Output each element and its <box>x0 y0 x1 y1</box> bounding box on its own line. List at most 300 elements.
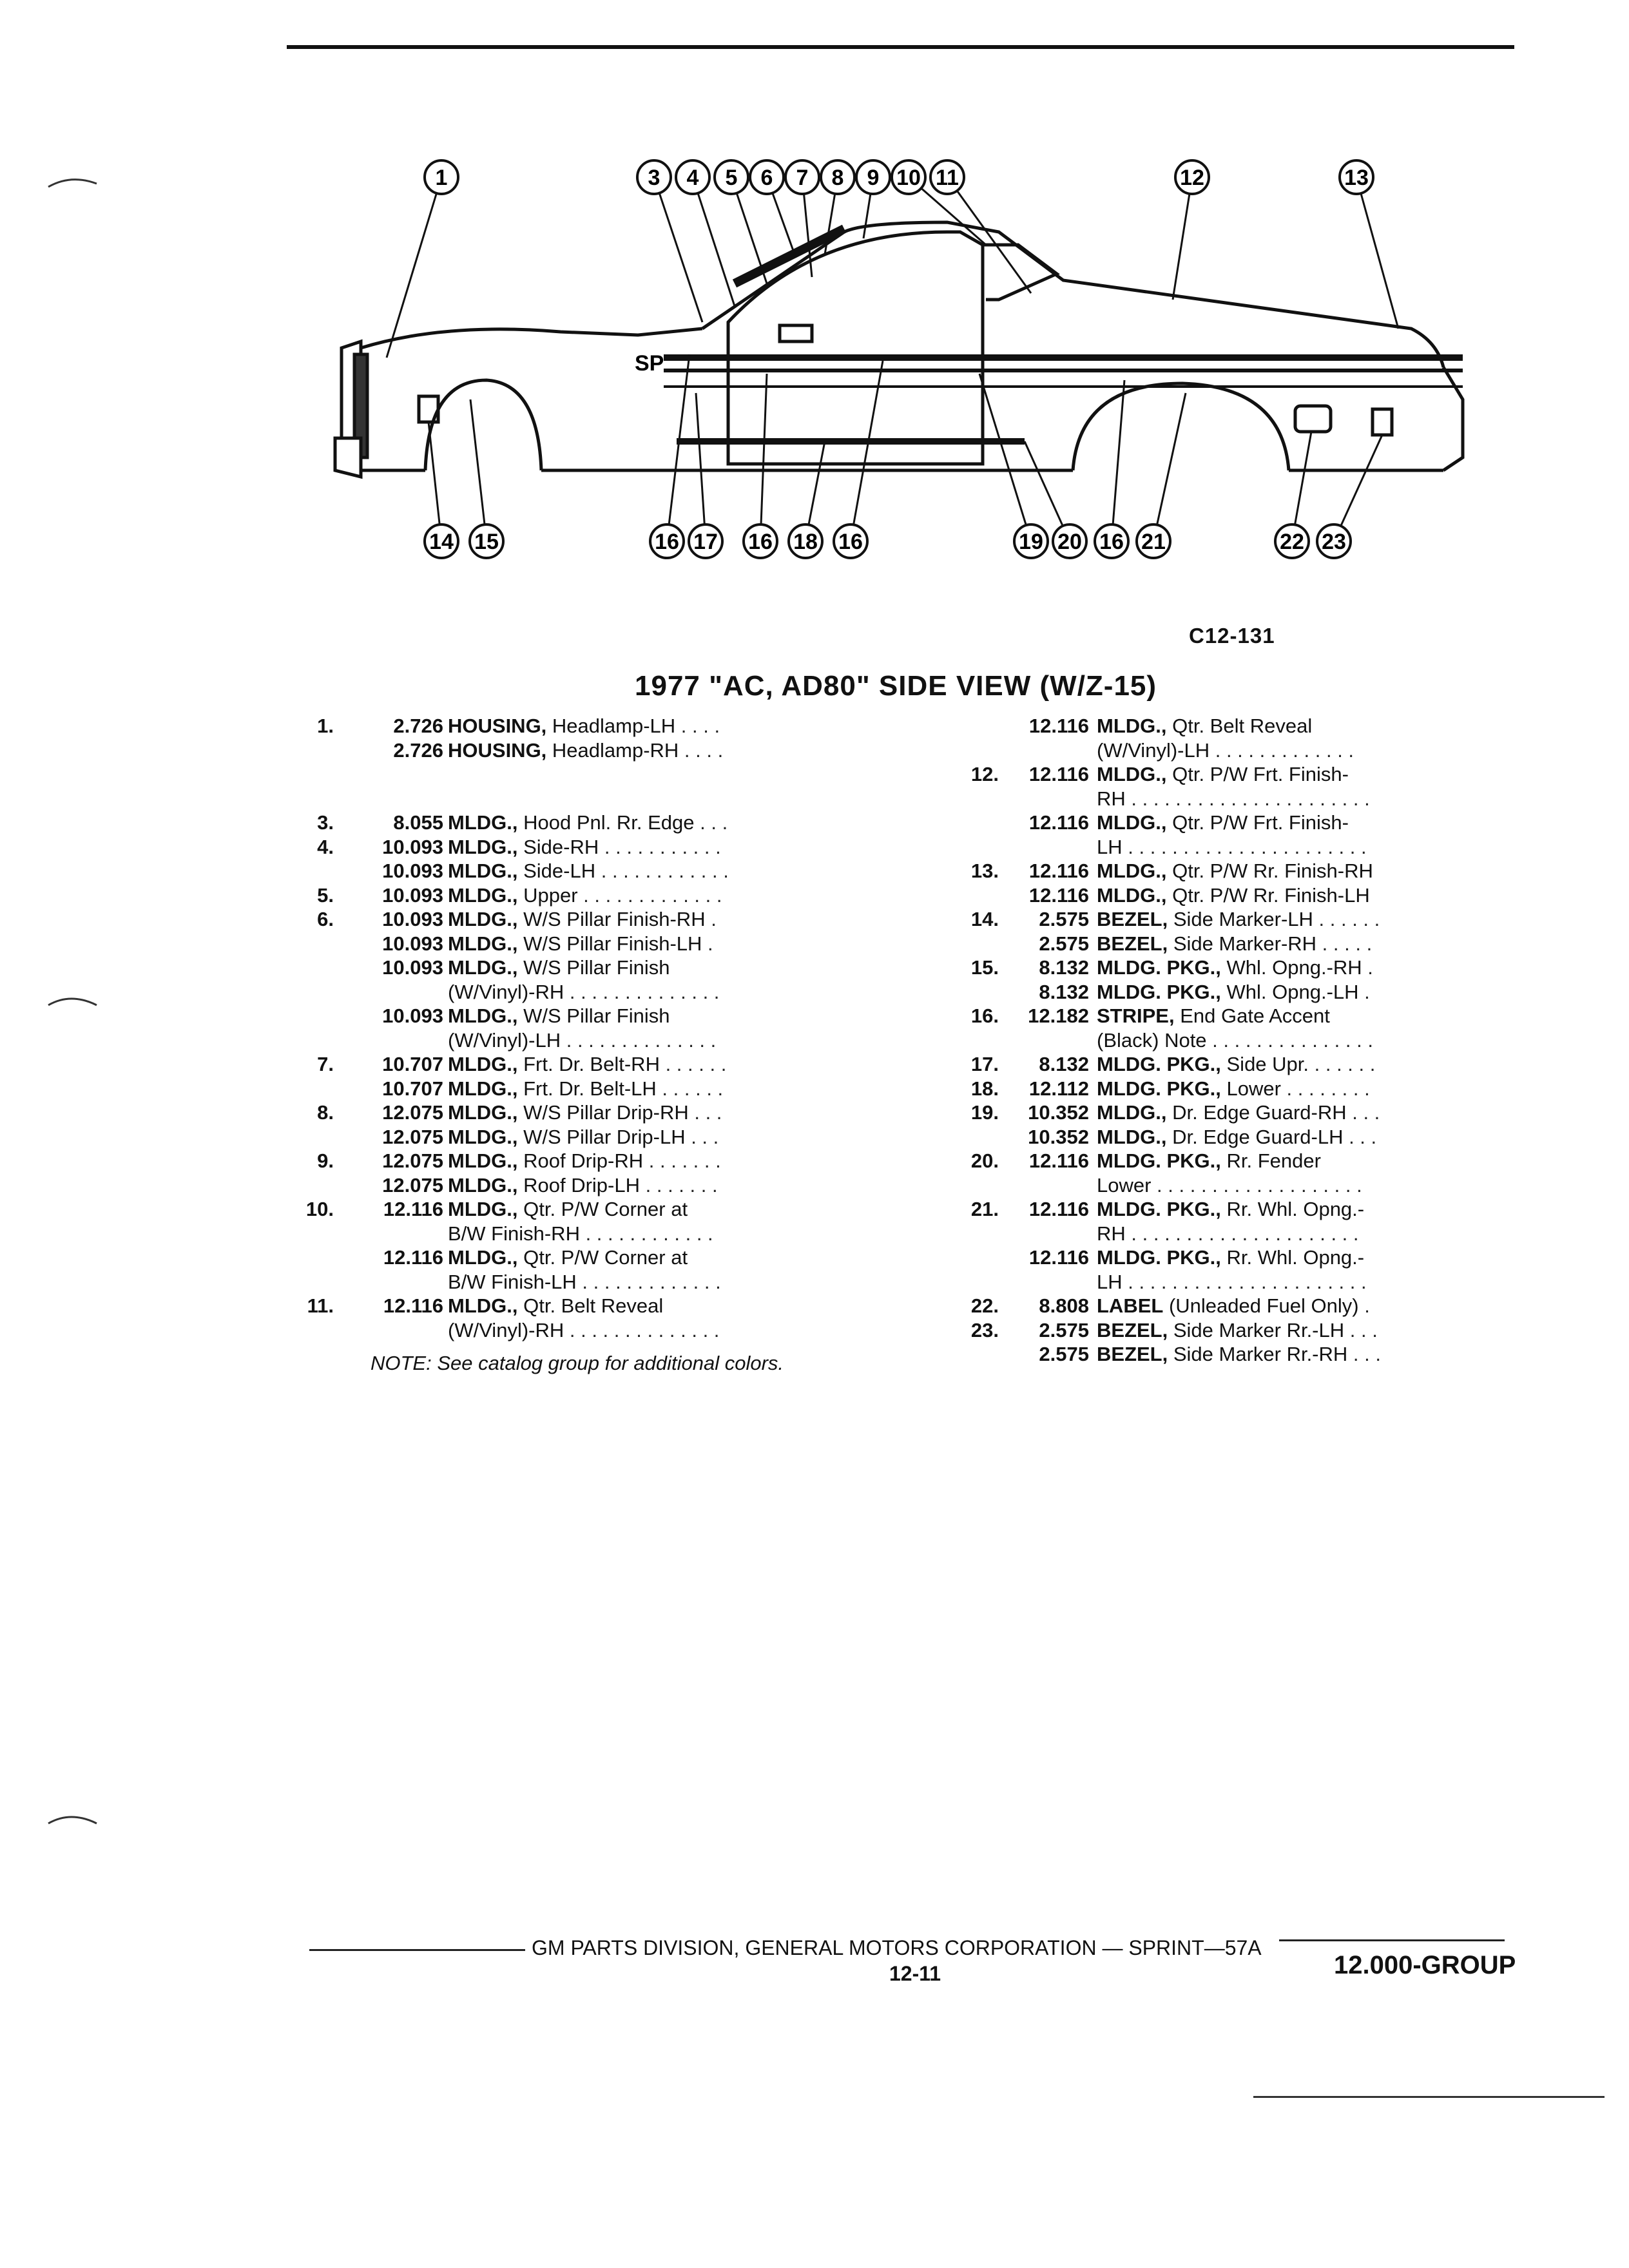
part-description <box>1097 1222 1456 1246</box>
leader-dots: . <box>1362 956 1373 979</box>
figure-code: C12-131 <box>1189 624 1275 648</box>
ref-number: 6. <box>317 908 334 930</box>
callout-label: 14 <box>429 530 454 554</box>
part-description <box>1097 980 1456 1004</box>
part-description <box>448 1028 773 1053</box>
parts-row <box>284 1052 773 1077</box>
part-description <box>1097 762 1456 787</box>
parts-list-right <box>954 714 1456 1367</box>
part-detail: Qtr. P/W Frt. Finish- <box>1166 763 1349 785</box>
part-detail: W/S Pillar Finish-LH <box>517 932 702 955</box>
parts-row <box>954 907 1456 932</box>
part-name: MLDG., <box>1097 860 1167 882</box>
parts-row <box>284 787 773 811</box>
callout-label: 23 <box>1322 530 1346 554</box>
parts-row <box>954 811 1456 835</box>
parts-row <box>284 835 773 860</box>
part-name: MLDG., <box>1097 763 1167 785</box>
part-description <box>1097 907 1456 932</box>
ref-number: 20. <box>970 1149 999 1172</box>
footer-rule-left <box>309 1949 525 1951</box>
part-name: MLDG., <box>448 835 518 858</box>
callout-14 <box>425 422 458 558</box>
leader-dots: . <box>1358 1294 1370 1317</box>
ref-number: 12. <box>970 763 999 785</box>
callout-13 <box>1340 160 1398 329</box>
group-code: 10.352 <box>1028 1101 1089 1124</box>
part-description <box>448 738 773 763</box>
part-detail: W/S Pillar Drip-LH <box>517 1125 686 1148</box>
leader-dots: . . . . . . . . . . . . . . <box>561 1028 717 1052</box>
parts-row <box>284 1077 773 1101</box>
part-detail: Side Marker Rr.-LH <box>1168 1318 1345 1341</box>
bottom-rule <box>1253 2096 1605 2098</box>
callout-label: 18 <box>793 530 818 554</box>
part-name: MLDG., <box>1097 1125 1167 1148</box>
callout-label: 3 <box>648 166 660 190</box>
leader-dots: . <box>705 908 717 930</box>
callout-label: 19 <box>1019 530 1043 554</box>
part-detail: (Black) Note <box>1097 1028 1207 1052</box>
leader-dots: . . . <box>1346 1101 1380 1124</box>
scan-mark <box>48 1817 97 1823</box>
car-side-view-diagram <box>316 135 1476 606</box>
part-description <box>448 1294 773 1318</box>
part-description <box>448 1270 773 1294</box>
part-detail: Frt. Dr. Belt-RH <box>517 1053 660 1075</box>
part-detail: LH <box>1097 1270 1123 1293</box>
part-detail: (Unleaded Fuel Only) <box>1163 1294 1359 1317</box>
part-name: BEZEL, <box>1097 1343 1168 1365</box>
part-name: MLDG., <box>448 1246 518 1269</box>
group-code: 10.093 <box>382 932 443 955</box>
parts-row <box>954 1052 1456 1077</box>
part-detail: Hood Pnl. Rr. Edge <box>517 811 695 834</box>
part-description <box>1097 1100 1456 1125</box>
part-detail: RH <box>1097 787 1126 810</box>
part-name: MLDG., <box>448 1053 518 1075</box>
callout-label: 21 <box>1141 530 1166 554</box>
group-code: 12.075 <box>382 1101 443 1124</box>
leader-line <box>654 177 702 322</box>
callout-label: 13 <box>1344 166 1369 190</box>
part-detail: Qtr. Belt Reveal <box>517 1294 664 1317</box>
part-detail: B/W Finish-RH <box>448 1222 580 1245</box>
part-name: MLDG., <box>448 1125 518 1148</box>
part-detail: (W/Vinyl)-RH <box>448 1318 564 1341</box>
part-description <box>1097 932 1456 956</box>
parts-row <box>954 883 1456 908</box>
group-code: 12.075 <box>382 1173 443 1196</box>
leader-line <box>667 354 689 541</box>
group-code: 12.075 <box>382 1125 443 1148</box>
part-detail: Side Marker-LH <box>1168 908 1313 930</box>
part-detail: W/S Pillar Finish <box>517 956 670 979</box>
part-description <box>1097 835 1456 860</box>
part-name: BEZEL, <box>1097 1318 1168 1341</box>
part-description <box>1097 787 1456 811</box>
leader-dots: . . . . . <box>1316 932 1373 955</box>
parts-row <box>284 932 773 956</box>
callout-label: 5 <box>725 166 738 190</box>
parts-row <box>284 714 773 738</box>
ref-number: 5. <box>317 883 334 907</box>
part-detail: Frt. Dr. Belt-LH <box>517 1077 657 1100</box>
part-name: MLDG., <box>448 1004 518 1027</box>
part-name: MLDG., <box>448 1198 518 1220</box>
part-description <box>1097 811 1456 835</box>
ref-number: 17. <box>970 1053 999 1075</box>
part-name: MLDG., <box>448 908 518 930</box>
part-name: STRIPE, <box>1097 1004 1175 1027</box>
group-code: 12.116 <box>1028 763 1089 785</box>
part-name: MLDG. PKG., <box>1097 1077 1221 1100</box>
parts-row <box>954 1100 1456 1125</box>
group-code: 10.093 <box>382 908 443 930</box>
part-description <box>448 859 773 883</box>
footer-publisher: GM PARTS DIVISION, GENERAL MOTORS CORPORATION — SPRINT—57A <box>532 1936 1262 1959</box>
leader-dots: . . . . <box>679 738 724 762</box>
parts-row <box>954 1004 1456 1028</box>
ref-number: 23. <box>970 1318 999 1341</box>
part-description <box>1097 1077 1456 1101</box>
part-detail: (W/Vinyl)-LH <box>448 1028 561 1052</box>
part-detail: Headlamp-RH <box>546 738 679 762</box>
group-code: 8.132 <box>1039 1053 1089 1075</box>
leader-dots: . . . . . . . . . . . . . . <box>564 1318 720 1341</box>
leader-dots: . . . . . . . . <box>1280 1077 1370 1100</box>
part-description <box>448 1222 773 1246</box>
group-code: 8.132 <box>1039 956 1089 979</box>
callout-label: 17 <box>693 530 718 554</box>
part-name: MLDG., <box>448 956 518 979</box>
parts-row <box>954 859 1456 883</box>
part-description <box>1097 1270 1456 1294</box>
callout-17 <box>689 393 722 558</box>
leader-dots: . . . . . . . . . . . . . . . . . . . . . <box>1125 1222 1359 1245</box>
ref-number: 9. <box>317 1149 334 1172</box>
group-code: 2.575 <box>1039 1318 1089 1341</box>
callout-19 <box>979 374 1048 558</box>
part-name: MLDG., <box>448 1173 518 1196</box>
part-description <box>448 980 773 1004</box>
parts-row <box>284 1028 773 1053</box>
part-name: HOUSING, <box>448 715 547 737</box>
part-name: MLDG., <box>448 1149 518 1172</box>
parts-row <box>284 980 773 1004</box>
top-rule <box>287 45 1514 49</box>
callout-label: 4 <box>686 166 699 190</box>
group-code: 12.116 <box>1028 1198 1089 1220</box>
part-detail: W/S Pillar Drip-RH <box>517 1101 689 1124</box>
parts-row <box>954 1149 1456 1173</box>
part-name: MLDG., <box>1097 715 1167 737</box>
part-detail: B/W Finish-LH <box>448 1270 577 1293</box>
part-detail: Whl. Opng.-RH <box>1220 956 1362 979</box>
part-name: MLDG., <box>448 860 518 882</box>
ref-number: 15. <box>970 956 999 979</box>
part-detail: Side Upr. <box>1220 1053 1309 1075</box>
catalog-note: NOTE: See catalog group for additional colors. <box>371 1352 784 1374</box>
group-code: 2.575 <box>1039 1343 1089 1365</box>
part-detail: Qtr. P/W Rr. Finish-RH <box>1166 860 1373 882</box>
part-detail: Roof Drip-RH <box>517 1149 644 1172</box>
leader-dots: . . . . . . . . . . . . . . . . . . . <box>1151 1173 1362 1196</box>
part-description <box>448 883 773 908</box>
parts-row <box>284 1173 773 1198</box>
ref-number: 4. <box>317 835 334 858</box>
parts-row <box>954 714 1456 738</box>
ref-number: 19. <box>970 1101 999 1124</box>
parts-row <box>954 1342 1456 1367</box>
ref-number: 22. <box>970 1294 999 1317</box>
callout-1 <box>387 160 458 358</box>
leader-dots: . . . <box>685 1125 719 1148</box>
group-code: 12.116 <box>383 1246 443 1269</box>
part-description <box>448 1125 773 1149</box>
part-name: MLDG., <box>448 1294 518 1317</box>
parts-row <box>954 1028 1456 1053</box>
callouts-top <box>387 160 1398 358</box>
part-name: MLDG., <box>448 1101 518 1124</box>
group-code: 12.116 <box>1028 811 1089 834</box>
parts-row <box>284 1197 773 1222</box>
part-description <box>448 811 773 835</box>
part-name: MLDG., <box>448 1077 518 1100</box>
part-detail: Side Marker-RH <box>1168 932 1317 955</box>
leader-line <box>693 177 735 306</box>
leader-dots: . . . . . . . <box>640 1173 718 1196</box>
callout-21 <box>1137 393 1186 558</box>
ref-number: 21. <box>970 1198 999 1220</box>
callout-22 <box>1275 432 1311 558</box>
callout-label: 16 <box>748 530 773 554</box>
group-code: 10.093 <box>382 883 443 907</box>
parts-row <box>954 1270 1456 1294</box>
parts-row <box>954 1197 1456 1222</box>
parts-row <box>954 1173 1456 1198</box>
part-detail: Lower <box>1220 1077 1281 1100</box>
parts-row <box>284 811 773 835</box>
part-detail: (W/Vinyl)-RH <box>448 980 564 1003</box>
leader-line <box>760 374 767 541</box>
callout-label: 9 <box>867 166 880 190</box>
callout-11 <box>930 160 1031 293</box>
callout-label: 16 <box>1099 530 1124 554</box>
parts-row <box>954 835 1456 860</box>
part-description <box>1097 1125 1456 1149</box>
callout-label: 16 <box>655 530 679 554</box>
leader-dots: . . . . . . <box>1313 908 1380 930</box>
part-name: MLDG., <box>448 811 518 834</box>
leader-dots: . . . . <box>675 715 720 737</box>
ref-number: 1. <box>317 715 334 737</box>
callout-16 <box>834 361 883 558</box>
parts-row <box>954 980 1456 1004</box>
part-detail: Dr. Edge Guard-LH <box>1166 1125 1344 1148</box>
footer-rule-right <box>1279 1939 1505 1941</box>
group-code: 12.116 <box>1028 1149 1089 1172</box>
part-description <box>1097 1052 1456 1077</box>
part-detail: Side-LH <box>517 860 596 882</box>
ref-number: 18. <box>970 1077 999 1100</box>
callout-12 <box>1173 160 1209 300</box>
part-detail: Side-RH <box>517 835 599 858</box>
leader-dots: . . . . . . . . . . . . <box>595 860 729 882</box>
part-name: MLDG. PKG., <box>1097 1053 1221 1075</box>
part-detail: Rr. Fender <box>1220 1149 1321 1172</box>
group-code: 2.575 <box>1039 932 1089 955</box>
callout-label: 10 <box>896 166 921 190</box>
part-detail: Side Marker Rr.-RH <box>1168 1343 1348 1365</box>
leader-dots: . . . <box>694 811 728 834</box>
leader-dots: . . . . . . . . . . . <box>599 835 721 858</box>
callout-label: 12 <box>1180 166 1204 190</box>
part-description <box>1097 714 1456 738</box>
group-code: 12.182 <box>1028 1004 1089 1027</box>
group-code: 10.093 <box>382 835 443 858</box>
leader-line <box>470 399 487 541</box>
part-description <box>1097 1149 1456 1173</box>
parts-row <box>284 883 773 908</box>
part-detail: LH <box>1097 835 1123 858</box>
callout-label: 16 <box>838 530 863 554</box>
part-description <box>448 1173 773 1198</box>
part-name: MLDG. PKG., <box>1097 956 1221 979</box>
group-code: 12.112 <box>1028 1077 1089 1100</box>
leader-line <box>387 177 441 358</box>
part-name: MLDG., <box>1097 811 1167 834</box>
part-name: MLDG. PKG., <box>1097 1246 1221 1269</box>
callout-label: 22 <box>1280 530 1304 554</box>
part-detail: Whl. Opng.-LH <box>1220 980 1359 1003</box>
part-description <box>1097 1342 1456 1367</box>
leader-dots: . . . . . . . . . . . . . <box>576 1270 721 1293</box>
leader-line <box>979 374 1031 541</box>
leader-line <box>1173 177 1192 300</box>
leader-dots: . <box>1358 980 1370 1003</box>
part-description <box>1097 883 1456 908</box>
ref-number: 3. <box>317 811 334 834</box>
part-detail: Qtr. P/W Frt. Finish- <box>1166 811 1349 834</box>
parts-row <box>954 1222 1456 1246</box>
callout-label: 7 <box>796 166 809 190</box>
leader-dots: . . . <box>1344 1318 1378 1341</box>
group-code: 10.093 <box>382 860 443 882</box>
part-name: HOUSING, <box>448 738 547 762</box>
parts-row <box>284 1245 773 1270</box>
group-code: 2.726 <box>393 715 443 737</box>
group-code: 12.116 <box>1028 860 1089 882</box>
part-detail: Qtr. P/W Corner at <box>517 1198 688 1220</box>
leader-line <box>1112 380 1124 541</box>
parts-row <box>284 859 773 883</box>
leader-dots: . . . . . . . . . . . . . . . . . . . . . . <box>1122 1270 1367 1293</box>
part-description <box>1097 956 1456 980</box>
group-code: 12.116 <box>383 1294 443 1317</box>
callout-15 <box>470 399 503 558</box>
group-code: 12.116 <box>1028 883 1089 907</box>
part-detail: Roof Drip-LH <box>517 1173 640 1196</box>
callout-16 <box>650 354 689 558</box>
rear-side-marker <box>1373 409 1392 435</box>
parts-row <box>954 956 1456 980</box>
part-name: MLDG. PKG., <box>1097 980 1221 1003</box>
ref-number: 14. <box>970 908 999 930</box>
leader-dots: . . . . . . . . . . . . . <box>577 883 722 907</box>
part-description <box>448 1052 773 1077</box>
ref-number: 7. <box>317 1053 334 1075</box>
parts-row <box>954 738 1456 763</box>
part-detail: W/S Pillar Finish-RH <box>517 908 706 930</box>
leader-dots: . . . . . . <box>659 1053 727 1075</box>
callout-23 <box>1317 435 1382 558</box>
leader-line <box>1356 177 1398 329</box>
sp-badge: SP <box>635 351 664 376</box>
part-description <box>448 714 773 738</box>
part-description <box>448 1077 773 1101</box>
part-description <box>1097 1245 1456 1270</box>
fuel-door <box>1295 406 1331 432</box>
group-code: 8.132 <box>1039 980 1089 1003</box>
part-detail: Lower <box>1097 1173 1152 1196</box>
part-detail: Upper <box>517 883 578 907</box>
part-description <box>448 1197 773 1222</box>
part-name: MLDG. PKG., <box>1097 1149 1221 1172</box>
callout-label: 15 <box>474 530 499 554</box>
group-code: 2.726 <box>393 738 443 762</box>
part-detail: (W/Vinyl)-LH <box>1097 738 1210 762</box>
group-code: 2.575 <box>1039 908 1089 930</box>
leader-line <box>1153 393 1186 541</box>
parts-row <box>954 1294 1456 1318</box>
part-description <box>1097 1197 1456 1222</box>
part-description <box>448 907 773 932</box>
leader-dots: . . . . . . . . . . . . . . . . . . . . . . <box>1122 835 1367 858</box>
leader-dots: . <box>702 932 713 955</box>
callout-label: 11 <box>936 166 959 190</box>
parts-row <box>284 907 773 932</box>
group-code: 12.075 <box>382 1149 443 1172</box>
part-name: MLDG. PKG., <box>1097 1198 1221 1220</box>
leader-dots: . . . . . . <box>1309 1053 1376 1075</box>
parts-row <box>284 1100 773 1125</box>
ref-number: 11. <box>307 1294 334 1317</box>
part-detail: Rr. Whl. Opng.- <box>1220 1198 1365 1220</box>
leader-dots: . . . . . . . . . . . . <box>579 1222 713 1245</box>
leader-dots: . . . . . . . . . . . . . . . <box>1206 1028 1373 1052</box>
part-detail: Qtr. P/W Rr. Finish-LH <box>1166 883 1370 907</box>
callout-label: 8 <box>831 166 844 190</box>
callout-label: 6 <box>760 166 773 190</box>
part-description <box>1097 738 1456 763</box>
parts-list-left <box>284 714 773 1342</box>
part-description <box>448 956 773 980</box>
group-code: 10.093 <box>382 1004 443 1027</box>
part-description <box>1097 1318 1456 1343</box>
page-title: 1977 "AC, AD80" SIDE VIEW (W/Z-15) <box>635 670 1157 702</box>
part-name: LABEL <box>1097 1294 1164 1317</box>
callout-16 <box>744 374 777 558</box>
scan-mark <box>48 180 97 187</box>
parts-row <box>284 1149 773 1173</box>
part-detail: Headlamp-LH <box>546 715 676 737</box>
part-description <box>448 932 773 956</box>
group-code: 8.808 <box>1039 1294 1089 1317</box>
part-name: BEZEL, <box>1097 908 1168 930</box>
part-description <box>1097 859 1456 883</box>
callout-18 <box>789 441 825 558</box>
